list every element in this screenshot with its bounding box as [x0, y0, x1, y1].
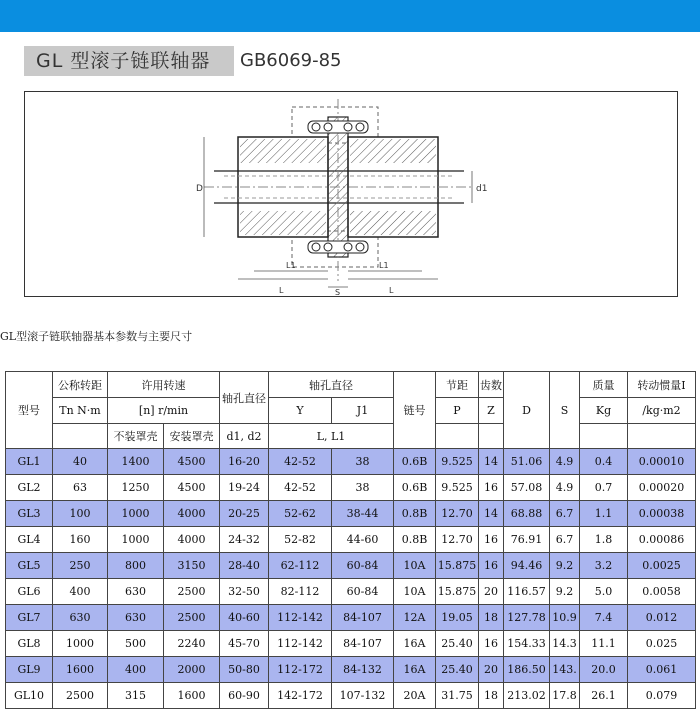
cell-d: 68.88	[504, 501, 550, 527]
cell-y: 112-172	[269, 657, 332, 683]
cell-speed-c: 2500	[164, 579, 220, 605]
cell-y: 52-82	[269, 527, 332, 553]
cell-s: 17.8	[550, 683, 580, 709]
cell-d: 154.33	[504, 631, 550, 657]
cell-pitch: 31.75	[436, 683, 479, 709]
cell-bore: 60-90	[220, 683, 269, 709]
cell-chain: 0.8B	[394, 501, 436, 527]
cell-s: 9.2	[550, 553, 580, 579]
label-L1-left: L1	[286, 261, 296, 270]
th-chain: 链号	[394, 372, 436, 449]
th-model: 型号	[6, 372, 53, 449]
th-teeth-unit: Z	[479, 398, 504, 424]
cell-pitch: 12.70	[436, 501, 479, 527]
cell-d: 127.78	[504, 605, 550, 631]
cell-chain: 16A	[394, 657, 436, 683]
table-row	[6, 553, 696, 579]
table-row	[6, 605, 696, 631]
cell-inertia: 0.00086	[628, 527, 696, 553]
cell-model: GL7	[6, 605, 53, 631]
roller-chain-bottom	[308, 241, 368, 253]
cell-speed-nc: 400	[108, 657, 164, 683]
cell-pitch: 25.40	[436, 657, 479, 683]
th-inertia: 转动惯量I	[628, 372, 696, 398]
cell-bore: 19-24	[220, 475, 269, 501]
th-pitch: 节距	[436, 372, 479, 398]
cell-mass: 26.1	[580, 683, 628, 709]
th-bore-unit: d1, d2	[220, 424, 269, 449]
cell-bore: 28-40	[220, 553, 269, 579]
standard-number: GB6069-85	[240, 50, 342, 71]
cell-s: 9.2	[550, 579, 580, 605]
cell-y: 52-62	[269, 501, 332, 527]
cell-model: GL4	[6, 527, 53, 553]
label-d1: d1	[476, 184, 488, 194]
cell-chain: 12A	[394, 605, 436, 631]
th-shaft-y: Y	[269, 398, 332, 424]
cell-z: 18	[479, 683, 504, 709]
cell-inertia: 0.061	[628, 657, 696, 683]
th-speed-no-cover: 不装罩壳	[108, 424, 164, 449]
spec-table	[5, 371, 696, 709]
cell-chain: 10A	[394, 553, 436, 579]
cell-mass: 3.2	[580, 553, 628, 579]
cell-pitch: 9.525	[436, 475, 479, 501]
cell-inertia: 0.0025	[628, 553, 696, 579]
cell-z: 16	[479, 631, 504, 657]
cell-z: 14	[479, 501, 504, 527]
th-torque: 公称转距	[53, 372, 108, 398]
cell-s: 143.	[550, 657, 580, 683]
cell-torque: 160	[53, 527, 108, 553]
cell-torque: 100	[53, 501, 108, 527]
cell-s: 6.7	[550, 501, 580, 527]
cell-speed-c: 1600	[164, 683, 220, 709]
th-speed: 许用转速	[108, 372, 220, 398]
cell-speed-nc: 315	[108, 683, 164, 709]
cell-model: GL6	[6, 579, 53, 605]
cell-j1: 84-107	[332, 631, 394, 657]
cell-speed-c: 4500	[164, 475, 220, 501]
th-shaft-j1: J1	[332, 398, 394, 424]
cell-inertia: 0.00038	[628, 501, 696, 527]
cell-model: GL1	[6, 449, 53, 475]
cell-d: 213.02	[504, 683, 550, 709]
cell-inertia: 0.00020	[628, 475, 696, 501]
th-s: S	[550, 372, 580, 449]
cell-chain: 10A	[394, 579, 436, 605]
th-mass: 质量	[580, 372, 628, 398]
cell-d: 116.57	[504, 579, 550, 605]
cell-y: 42-52	[269, 449, 332, 475]
cell-model: GL2	[6, 475, 53, 501]
cell-mass: 1.1	[580, 501, 628, 527]
cell-d: 57.08	[504, 475, 550, 501]
cell-j1: 60-84	[332, 553, 394, 579]
cell-d: 186.50	[504, 657, 550, 683]
cell-inertia: 0.012	[628, 605, 696, 631]
cell-speed-nc: 630	[108, 579, 164, 605]
cell-speed-c: 2000	[164, 657, 220, 683]
cell-speed-nc: 500	[108, 631, 164, 657]
cell-torque: 400	[53, 579, 108, 605]
th-bore: 轴孔直径	[220, 372, 269, 424]
cell-chain: 20A	[394, 683, 436, 709]
cell-mass: 7.4	[580, 605, 628, 631]
cell-z: 16	[479, 553, 504, 579]
cell-speed-nc: 630	[108, 605, 164, 631]
cell-j1: 84-107	[332, 605, 394, 631]
cell-inertia: 0.079	[628, 683, 696, 709]
cell-speed-c: 2240	[164, 631, 220, 657]
cell-j1: 107-132	[332, 683, 394, 709]
th-torque-blank	[53, 424, 108, 449]
cell-j1: 38	[332, 449, 394, 475]
cell-z: 16	[479, 527, 504, 553]
th-teeth-blank	[479, 424, 504, 449]
cell-chain: 16A	[394, 631, 436, 657]
table-row	[6, 683, 696, 709]
th-inertia-unit: /kg·m2	[628, 398, 696, 424]
th-torque-unit: Tn N·m	[53, 398, 108, 424]
cell-bore: 24-32	[220, 527, 269, 553]
cell-speed-c: 4500	[164, 449, 220, 475]
cell-inertia: 0.00010	[628, 449, 696, 475]
cell-z: 16	[479, 475, 504, 501]
cell-z: 20	[479, 657, 504, 683]
th-teeth: 齿数	[479, 372, 504, 398]
cell-y: 112-142	[269, 631, 332, 657]
cell-d: 94.46	[504, 553, 550, 579]
cell-bore: 16-20	[220, 449, 269, 475]
cell-y: 82-112	[269, 579, 332, 605]
cell-torque: 40	[53, 449, 108, 475]
cell-y: 112-142	[269, 605, 332, 631]
cell-pitch: 9.525	[436, 449, 479, 475]
table-row	[6, 631, 696, 657]
cell-z: 18	[479, 605, 504, 631]
cell-model: GL8	[6, 631, 53, 657]
th-d: D	[504, 372, 550, 449]
spec-table-body	[6, 449, 696, 709]
cell-z: 20	[479, 579, 504, 605]
cell-torque: 630	[53, 605, 108, 631]
roller-chain-top	[308, 121, 368, 133]
cell-z: 14	[479, 449, 504, 475]
cell-mass: 0.4	[580, 449, 628, 475]
table-row	[6, 579, 696, 605]
cell-chain: 0.6B	[394, 475, 436, 501]
cell-s: 6.7	[550, 527, 580, 553]
cell-bore: 45-70	[220, 631, 269, 657]
cell-y: 42-52	[269, 475, 332, 501]
th-speed-cover: 安装罩壳	[164, 424, 220, 449]
cell-model: GL3	[6, 501, 53, 527]
cell-model: GL10	[6, 683, 53, 709]
cell-mass: 1.8	[580, 527, 628, 553]
cell-d: 76.91	[504, 527, 550, 553]
cell-mass: 0.7	[580, 475, 628, 501]
cell-pitch: 19.05	[436, 605, 479, 631]
cell-inertia: 0.025	[628, 631, 696, 657]
cell-speed-c: 2500	[164, 605, 220, 631]
label-L-right: L	[389, 286, 394, 295]
table-caption: GL型滚子链联轴器基本参数与主要尺寸	[0, 330, 193, 343]
top-banner	[0, 0, 700, 32]
cell-mass: 20.0	[580, 657, 628, 683]
th-shaft: 轴孔直径	[269, 372, 394, 398]
label-L-left: L	[279, 286, 284, 295]
cell-speed-c: 4000	[164, 501, 220, 527]
cell-j1: 38	[332, 475, 394, 501]
cell-j1: 84-132	[332, 657, 394, 683]
cell-j1: 44-60	[332, 527, 394, 553]
label-S: S	[335, 288, 341, 297]
th-pitch-blank	[436, 424, 479, 449]
cell-mass: 5.0	[580, 579, 628, 605]
cell-model: GL9	[6, 657, 53, 683]
cell-y: 142-172	[269, 683, 332, 709]
cell-torque: 250	[53, 553, 108, 579]
cell-torque: 1600	[53, 657, 108, 683]
cell-pitch: 12.70	[436, 527, 479, 553]
label-D: D	[196, 184, 203, 194]
cell-s: 10.9	[550, 605, 580, 631]
cell-speed-c: 4000	[164, 527, 220, 553]
table-row	[6, 657, 696, 683]
cell-bore: 20-25	[220, 501, 269, 527]
cell-torque: 2500	[53, 683, 108, 709]
th-mass-unit: Kg	[580, 398, 628, 424]
table-row	[6, 475, 696, 501]
page-title: GL 型滚子链联轴器	[24, 46, 234, 76]
cell-speed-c: 3150	[164, 553, 220, 579]
coupling-drawing	[24, 91, 678, 297]
cell-pitch: 15.875	[436, 579, 479, 605]
cell-speed-nc: 800	[108, 553, 164, 579]
cell-torque: 1000	[53, 631, 108, 657]
cell-model: GL5	[6, 553, 53, 579]
cell-pitch: 25.40	[436, 631, 479, 657]
cell-bore: 50-80	[220, 657, 269, 683]
cell-speed-nc: 1000	[108, 501, 164, 527]
th-mass-blank	[580, 424, 628, 449]
cell-inertia: 0.0058	[628, 579, 696, 605]
cell-j1: 60-84	[332, 579, 394, 605]
cell-d: 51.06	[504, 449, 550, 475]
cell-bore: 32-50	[220, 579, 269, 605]
cell-s: 4.9	[550, 449, 580, 475]
table-row	[6, 449, 696, 475]
cell-speed-nc: 1000	[108, 527, 164, 553]
cell-pitch: 15.875	[436, 553, 479, 579]
cell-torque: 63	[53, 475, 108, 501]
cell-speed-nc: 1250	[108, 475, 164, 501]
th-pitch-unit: P	[436, 398, 479, 424]
table-row	[6, 501, 696, 527]
cell-chain: 0.8B	[394, 527, 436, 553]
cell-bore: 40-60	[220, 605, 269, 631]
cell-speed-nc: 1400	[108, 449, 164, 475]
th-shaft-unit: L, L1	[269, 424, 394, 449]
cell-j1: 38-44	[332, 501, 394, 527]
cell-s: 14.3	[550, 631, 580, 657]
table-row	[6, 527, 696, 553]
cell-s: 4.9	[550, 475, 580, 501]
label-L1-right: L1	[379, 261, 389, 270]
cell-mass: 11.1	[580, 631, 628, 657]
th-speed-unit: [n] r/min	[108, 398, 220, 424]
th-inertia-blank	[628, 424, 696, 449]
cell-y: 62-112	[269, 553, 332, 579]
cell-chain: 0.6B	[394, 449, 436, 475]
